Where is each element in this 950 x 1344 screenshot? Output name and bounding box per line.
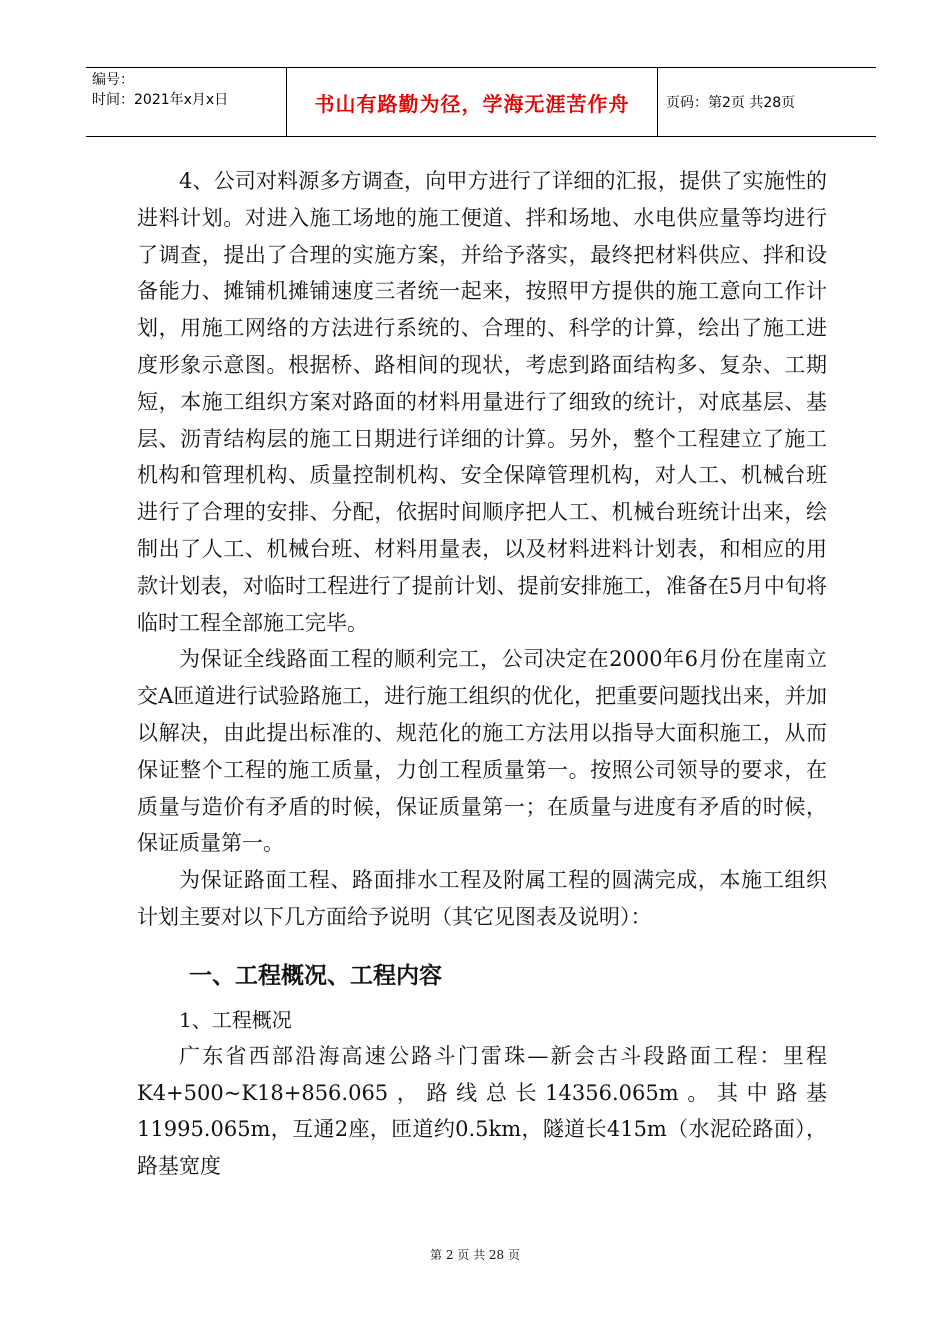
body-paragraph: 4、公司对料源多方调查，向甲方进行了详细的汇报，提供了实施性的进料计划。对进入施工场地的施工便道、拌和场地、水电供应量等均进行了调查，提出了合理的实施方案，并给予落实，最终把材料供应、拌和设备能力、摊铺机摊铺速度三者统一起来，按照甲方提供的施工意向工作计划，用施工网络的方法进行系统的、合理的、科学的计算，绘出了施工进度形象示意图。根据桥、路相间的现状，考虑到路面结构多、复杂、工期短，本施工组织方案对路面的材料用量进行了细致的统计，对底基层、基层、沥青结构层的施工日期进行详细的计算。另外，整个工程建立了施工机构和管理机构、质量控制机构、安全保障管理机构，对人工、机械台班进行了合理的安排、分配，依据时间顺序把人工、机械台班统计出来，绘制出了人工、机械台班、材料用量表，以及材料进料计划表，和相应的用款计划表，对临时工程进行了提前计划、提前安排施工，准备在5月中旬将临时工程全部施工完毕。 <box>137 169 827 635</box>
header-motto-cell <box>286 68 658 136</box>
document-number-label: 编号： <box>92 72 134 88</box>
footer-page-number: 第 2 页 共 28 页 <box>430 1248 520 1262</box>
subsection-heading: 1、工程概况 <box>179 1007 292 1032</box>
header-motto: 书山有路勤为径，学海无涯苦作舟 <box>314 91 630 116</box>
document-body <box>137 163 827 1185</box>
document-header <box>86 67 876 137</box>
header-page-cell <box>658 68 876 136</box>
document-time-label: 时间：2021年x月x日 <box>92 92 229 108</box>
page-footer <box>0 1246 950 1263</box>
body-paragraph: 为保证全线路面工程的顺利完工，公司决定在2000年6月份在崖南立交A匝道进行试验路施工，进行施工组织的优化，把重要问题找出来，并加以解决，由此提出标准的、规范化的施工方法用以指导大面积施工，从而保证整个工程的施工质量，力创工程质量第一。按照公司领导的要求，在质量与造价有矛盾的时候，保证质量第一；在质量与进度有矛盾的时候，保证质量第一。 <box>137 647 827 856</box>
body-paragraph: 为保证路面工程、路面排水工程及附属工程的圆满完成，本施工组织计划主要对以下几方面给予说明（其它见图表及说明）： <box>137 868 827 929</box>
header-meta <box>86 68 286 136</box>
overview-paragraph: 广东省西部沿海高速公路斗门雷珠—新会古斗段路面工程：里程K4+500~K18+856.065，路线总长14356.065m。其中路基11995.065m，互通2座，匝道约0.5km，隧道长415m（水泥砼路面），路基宽度 <box>137 1043 827 1179</box>
section-heading: 一、工程概况、工程内容 <box>189 962 442 989</box>
header-page-info: 页码：第2页 共28页 <box>666 95 796 111</box>
